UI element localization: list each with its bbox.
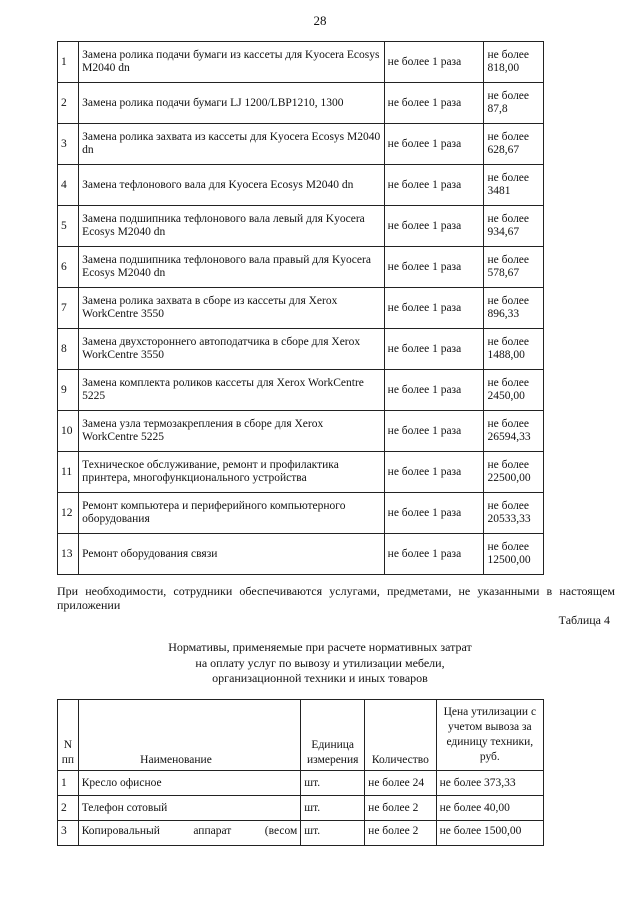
cell-price: не более 40,00 xyxy=(436,796,543,821)
cell-frequency: не более 1 раза xyxy=(384,534,484,575)
cell-frequency: не более 1 раза xyxy=(384,42,484,83)
header-unit: Единица измерения xyxy=(301,700,365,771)
table-row xyxy=(58,452,544,493)
heading-line: на оплату услуг по вывозу и утилизации мебели, xyxy=(195,655,445,670)
cell-name: Замена подшипника тефлонового вала левый для Kyocera Ecosys M2040 dn xyxy=(79,206,385,247)
cell-name: Замена ролика захвата в сборе из кассеты для Xerox WorkCentre 3550 xyxy=(79,288,385,329)
cell-num: 7 xyxy=(58,288,79,329)
cell-price: не более 628,67 xyxy=(484,124,544,165)
cell-unit: шт. xyxy=(301,821,365,846)
cell-price: не более 578,67 xyxy=(484,247,544,288)
table-row xyxy=(58,83,544,124)
cell-quantity: не более 24 xyxy=(365,771,436,796)
cell-num: 4 xyxy=(58,165,79,206)
cell-name: Замена комплекта роликов кассеты для Xerox WorkCentre 5225 xyxy=(79,370,385,411)
cell-price: не более 3481 xyxy=(484,165,544,206)
table-row xyxy=(58,165,544,206)
cell-price: не более 896,33 xyxy=(484,288,544,329)
header-quantity: Количество xyxy=(365,700,436,771)
cell-num: 2 xyxy=(58,796,79,821)
cell-num: 2 xyxy=(58,83,79,124)
table-row xyxy=(58,42,544,83)
cell-frequency: не более 1 раза xyxy=(384,288,484,329)
cell-price: не более 22500,00 xyxy=(484,452,544,493)
cell-num: 12 xyxy=(58,493,79,534)
table4-heading xyxy=(0,640,640,687)
cell-price: не более 1488,00 xyxy=(484,329,544,370)
cell-num: 1 xyxy=(58,771,79,796)
cell-frequency: не более 1 раза xyxy=(384,124,484,165)
cell-price: не более 26594,33 xyxy=(484,411,544,452)
cell-name: Замена подшипника тефлонового вала правый для Kyocera Ecosys M2040 dn xyxy=(79,247,385,288)
cell-price: не более 12500,00 xyxy=(484,534,544,575)
maintenance-norms-table xyxy=(57,41,544,575)
table-row xyxy=(58,821,544,846)
name-word: (весом xyxy=(264,825,298,837)
table-row xyxy=(58,493,544,534)
table-row xyxy=(58,329,544,370)
table-row xyxy=(58,206,544,247)
cell-price: не более 87,8 xyxy=(484,83,544,124)
cell-price: не более 20533,33 xyxy=(484,493,544,534)
cell-unit: шт. xyxy=(301,771,365,796)
cell-name: Техническое обслуживание, ремонт и профилактика принтера, многофункционального устройства xyxy=(79,452,385,493)
cell-price: не более 934,67 xyxy=(484,206,544,247)
cell-price: не более 818,00 xyxy=(484,42,544,83)
cell-name: Кресло офисное xyxy=(78,771,301,796)
table-row xyxy=(58,534,544,575)
cell-num: 11 xyxy=(58,452,79,493)
cell-num: 13 xyxy=(58,534,79,575)
cell-name: Замена ролика подачи бумаги из кассеты для Kyocera Ecosys M2040 dn xyxy=(79,42,385,83)
cell-name: Замена двухстороннего автоподатчика в сборе для Xerox WorkCentre 3550 xyxy=(79,329,385,370)
cell-num: 3 xyxy=(58,124,79,165)
table-row xyxy=(58,411,544,452)
name-word: аппарат xyxy=(193,825,232,837)
cell-name: Замена ролика подачи бумаги LJ 1200/LBP1210, 1300 xyxy=(79,83,385,124)
heading-line: Нормативы, применяемые при расчете нормативных затрат xyxy=(168,640,472,654)
heading-line: организационной техники и иных товаров xyxy=(212,671,428,685)
cell-frequency: не более 1 раза xyxy=(384,83,484,124)
name-word: Копировальный xyxy=(81,825,160,837)
cell-price: не более 2450,00 xyxy=(484,370,544,411)
table-row xyxy=(58,370,544,411)
table-row xyxy=(58,124,544,165)
table-header-row xyxy=(58,700,544,771)
table-row xyxy=(58,288,544,329)
cell-name: Ремонт оборудования связи xyxy=(79,534,385,575)
cell-name: Телефон сотовый xyxy=(78,796,301,821)
header-price: Цена утилизации с учетом вывоза за единицу техники, руб. xyxy=(436,700,543,771)
cell-frequency: не более 1 раза xyxy=(384,247,484,288)
table-row xyxy=(58,796,544,821)
cell-price: не более 1500,00 xyxy=(436,821,543,846)
cell-frequency: не более 1 раза xyxy=(384,411,484,452)
cell-frequency: не более 1 раза xyxy=(384,165,484,206)
page-number: 28 xyxy=(313,13,327,28)
cell-name: Замена узла термозакрепления в сборе для Xerox WorkCentre 5225 xyxy=(79,411,385,452)
cell-unit: шт. xyxy=(301,796,365,821)
header-name: Наименование xyxy=(78,700,301,771)
cell-frequency: не более 1 раза xyxy=(384,493,484,534)
cell-num: 6 xyxy=(58,247,79,288)
cell-price: не более 373,33 xyxy=(436,771,543,796)
cell-name: Ремонт компьютера и периферийного компьютерного оборудования xyxy=(79,493,385,534)
note-paragraph: При необходимости, сотрудники обеспечиваются услугами, предметами, не указанными в настоящем приложении xyxy=(57,584,615,612)
cell-quantity: не более 2 xyxy=(365,821,436,846)
table-row xyxy=(58,247,544,288)
cell-num: 1 xyxy=(58,42,79,83)
disposal-norms-table xyxy=(57,699,544,846)
cell-frequency: не более 1 раза xyxy=(384,206,484,247)
cell-frequency: не более 1 раза xyxy=(384,452,484,493)
cell-num: 3 xyxy=(58,821,79,846)
cell-num: 9 xyxy=(58,370,79,411)
cell-name: Замена ролика захвата из кассеты для Kyocera Ecosys M2040 dn xyxy=(79,124,385,165)
cell-num: 5 xyxy=(58,206,79,247)
cell-num: 10 xyxy=(58,411,79,452)
cell-num: 8 xyxy=(58,329,79,370)
cell-frequency: не более 1 раза xyxy=(384,370,484,411)
header-num: N пп xyxy=(58,700,79,771)
table-label: Таблица 4 xyxy=(558,613,610,627)
cell-quantity: не более 2 xyxy=(365,796,436,821)
cell-name xyxy=(78,821,301,846)
cell-frequency: не более 1 раза xyxy=(384,329,484,370)
table-row xyxy=(58,771,544,796)
cell-name: Замена тефлонового вала для Kyocera Ecosys M2040 dn xyxy=(79,165,385,206)
